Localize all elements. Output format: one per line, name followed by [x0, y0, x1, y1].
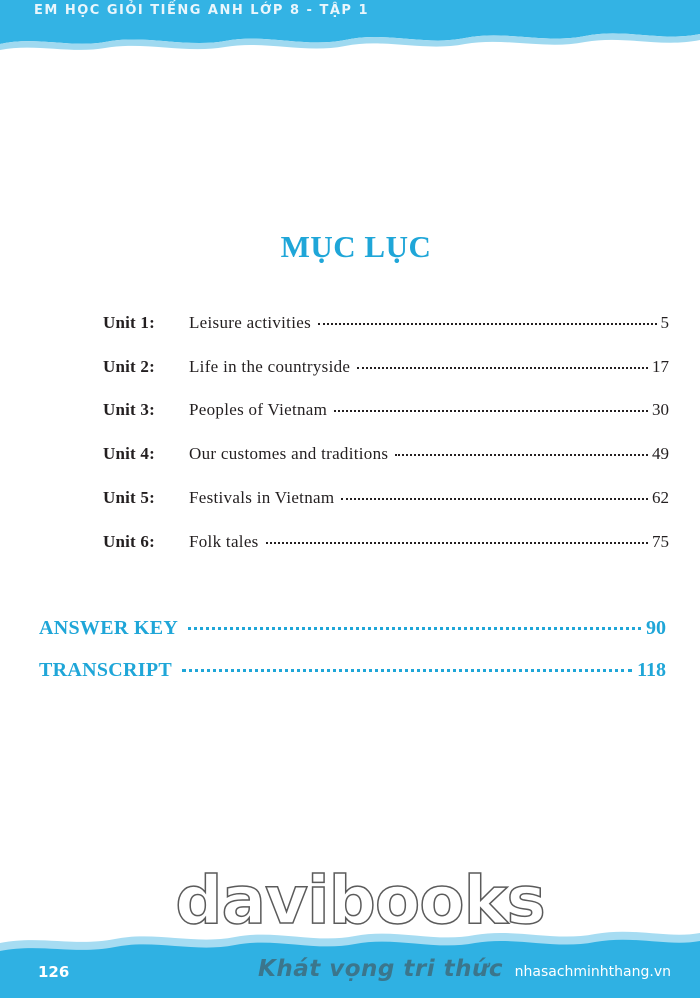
section-label: TRANSCRIPT [39, 659, 173, 681]
toc-entry-unit-4 [103, 444, 669, 470]
toc-unit-title: Life in the countryside [189, 357, 351, 376]
toc-entry-unit-3 [103, 400, 669, 426]
watermark-slogan: Khát vọng tri thức [258, 956, 503, 982]
dot-leader [266, 542, 648, 544]
watermark-logo [150, 862, 570, 939]
dot-leader [182, 669, 632, 672]
dot-leader [318, 323, 657, 325]
toc-entry-unit-2 [103, 357, 669, 383]
page-number: 126 [38, 963, 70, 981]
toc-unit-title: Peoples of Vietnam [189, 400, 328, 419]
series-title: EM HỌC GIỎI TIẾNG ANH LỚP 8 - TẬP 1 [34, 3, 369, 18]
dot-leader [188, 627, 641, 630]
toc-unit-label: Unit 2: [103, 357, 155, 376]
section-label: ANSWER KEY [39, 617, 179, 639]
toc-unit-title: Folk tales [189, 532, 259, 551]
toc-entry-unit-6 [103, 532, 669, 558]
toc-unit-label: Unit 4: [103, 444, 155, 463]
toc-page-number: 49 [652, 444, 669, 463]
website-url: nhasachminhthang.vn [514, 964, 671, 980]
toc-unit-title: Festivals in Vietnam [189, 488, 335, 507]
toc-unit-label: Unit 5: [103, 488, 155, 507]
dot-leader [357, 367, 648, 369]
toc-entry-unit-1 [103, 313, 669, 339]
toc-unit-title: Our customes and traditions [189, 444, 389, 463]
toc-unit-label: Unit 1: [103, 313, 155, 332]
section-page-number: 118 [637, 659, 666, 681]
toc-page-number: 17 [652, 357, 669, 376]
toc-page-number: 30 [652, 400, 669, 419]
page-title: MỤC LỤC [280, 229, 432, 264]
toc-page-number: 5 [660, 313, 669, 332]
toc-unit-label: Unit 3: [103, 400, 155, 419]
dot-leader [395, 454, 648, 456]
toc-page-number: 75 [652, 532, 669, 551]
watermark-logo-text: davibooks [175, 862, 545, 939]
toc-unit-title: Leisure activities [189, 313, 311, 332]
toc-page-number: 62 [652, 488, 669, 507]
top-banner [0, 0, 700, 60]
section-page-number: 90 [646, 617, 666, 639]
toc-entry-unit-5 [103, 488, 669, 514]
toc-section-answer-key [39, 617, 666, 645]
toc-section-transcript [39, 659, 666, 687]
dot-leader [334, 410, 648, 412]
toc-unit-label: Unit 6: [103, 532, 155, 551]
dot-leader [341, 498, 648, 500]
